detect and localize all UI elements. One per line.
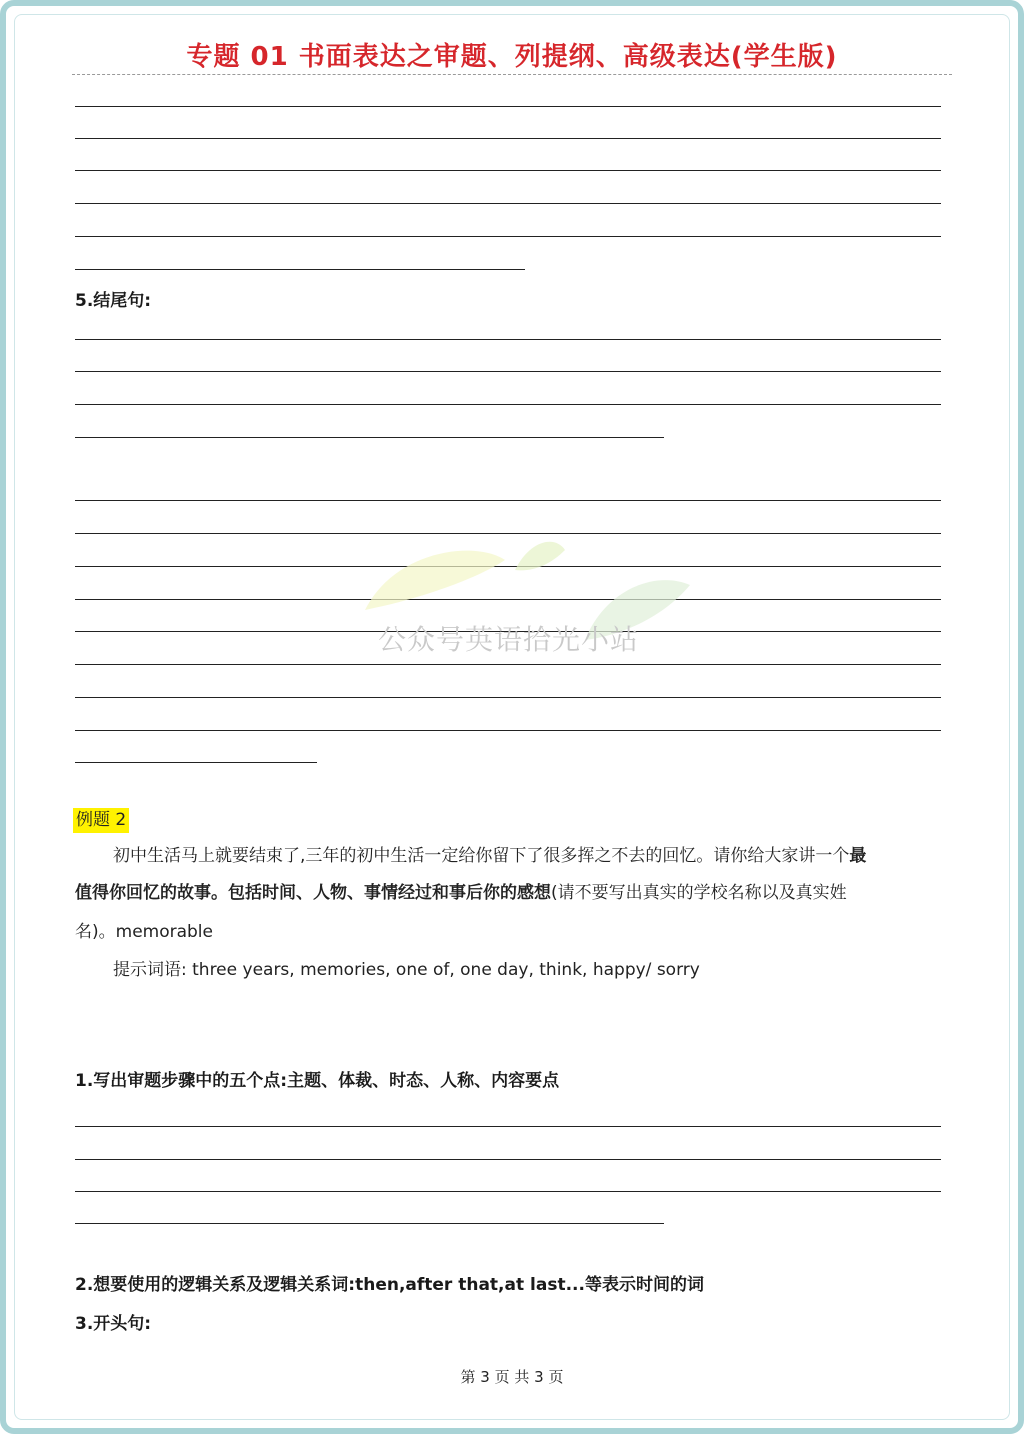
page-number: 第 3 页 共 3 页: [460, 1368, 564, 1386]
writing-line[interactable]: [75, 404, 941, 405]
writing-line[interactable]: [75, 236, 941, 237]
example-2-tag: 例题 2: [73, 808, 129, 833]
writing-line[interactable]: [75, 106, 941, 107]
writing-line[interactable]: [75, 1126, 941, 1127]
step-2-label: 2.想要使用的逻辑关系及逻辑关系词:then,after that,at last...等表示时间的词: [75, 1275, 704, 1295]
section-5-label: 5.结尾句:: [75, 291, 152, 311]
example-2-para-line-2: [75, 878, 847, 903]
page-inner-border: [14, 14, 1010, 1420]
writing-line[interactable]: [75, 730, 941, 731]
writing-line[interactable]: [75, 269, 525, 270]
writing-line[interactable]: [75, 1191, 941, 1192]
writing-line[interactable]: [75, 203, 941, 204]
step-3-label: 3.开头句:: [75, 1314, 152, 1334]
writing-line[interactable]: [75, 697, 941, 698]
step-1-label: 1.写出审题步骤中的五个点:主题、体裁、时态、人称、内容要点: [75, 1071, 560, 1091]
writing-line[interactable]: [75, 437, 664, 438]
example-2-hint: 提示词语: three years, memories, one of, one day, think, happy/ sorry: [113, 960, 700, 980]
page-title: 专题 01 书面表达之审题、列提纲、高级表达(学生版): [186, 42, 838, 72]
para-line-1-bold: 最: [849, 846, 867, 866]
writing-line[interactable]: [75, 339, 941, 340]
writing-line[interactable]: [75, 762, 317, 763]
watermark-text: 公众号英语拾光小站: [378, 623, 640, 656]
para-line-2-plain: (请不要写出真实的学校名称以及真实姓: [551, 883, 847, 903]
writing-line[interactable]: [75, 371, 941, 372]
example-2-para-line-1: [113, 841, 866, 866]
writing-line[interactable]: [75, 664, 941, 665]
para-line-2-bold: 值得你回忆的故事。包括时间、人物、事情经过和事后你的感想: [75, 883, 551, 903]
para-line-1-plain: 初中生活马上就要结束了,三年的初中生活一定给你留下了很多挥之不去的回忆。请你给大家讲一个: [113, 846, 850, 866]
writing-line[interactable]: [75, 1159, 941, 1160]
writing-line[interactable]: [75, 138, 941, 139]
writing-line[interactable]: [75, 500, 941, 501]
writing-line[interactable]: [75, 170, 941, 171]
writing-line[interactable]: [75, 1223, 664, 1224]
title-divider: [72, 74, 952, 75]
example-2-para-line-3: 名)。memorable: [75, 922, 213, 942]
